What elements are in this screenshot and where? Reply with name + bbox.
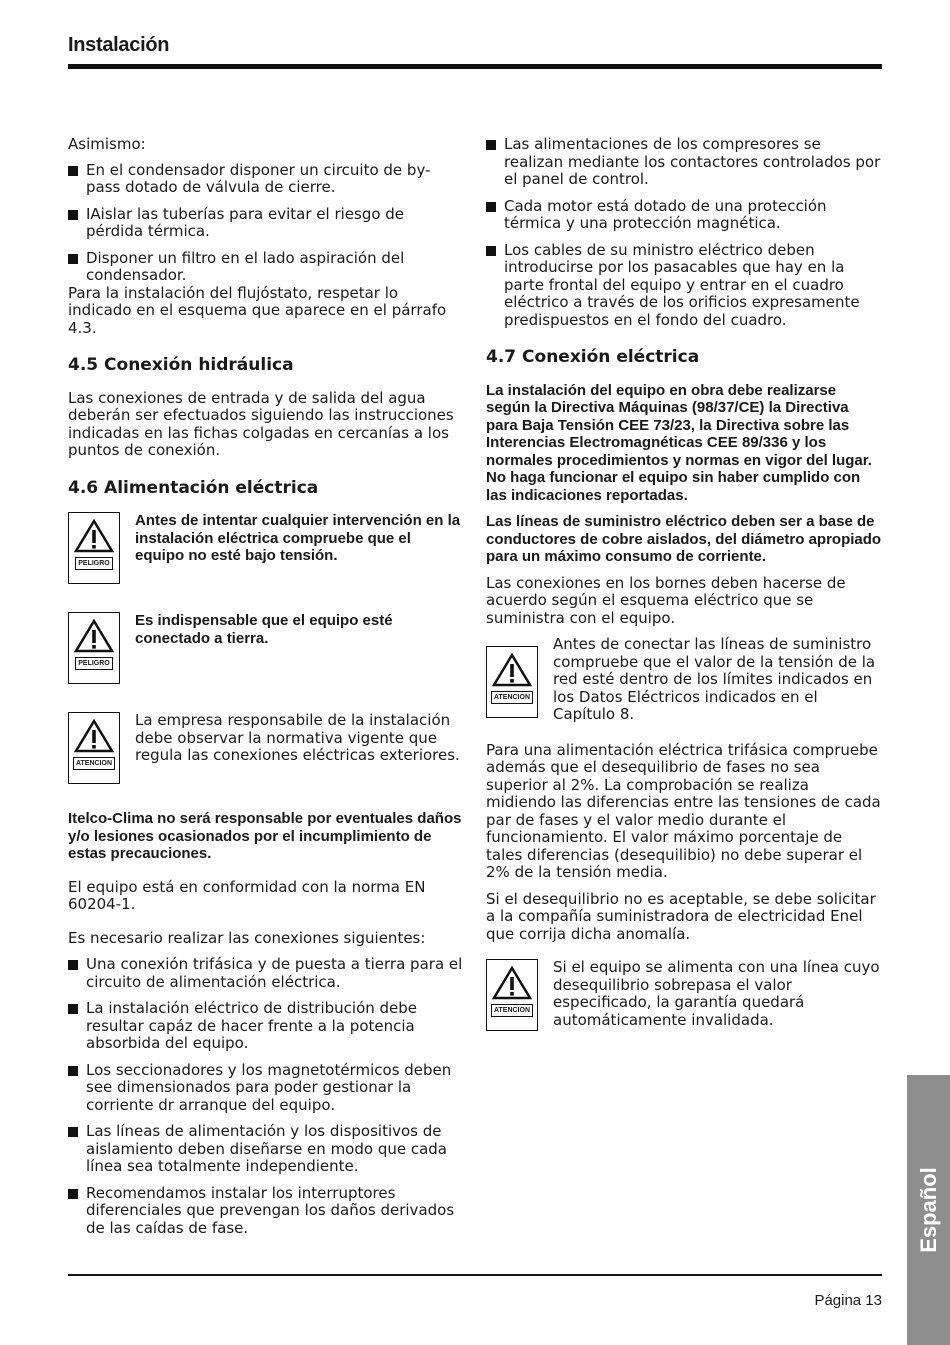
danger-notice [68, 512, 464, 584]
paragraph: Las conexiones en los bornes deben hacerse de acuerdo según el esquema eléctrico que se suministra con el equipo. [486, 573, 846, 627]
paragraph: Para la instalación del flujóstato, respetar lo indicado en el esquema que aparece en el párrafo 4.3. [68, 283, 447, 337]
danger-notice [68, 612, 464, 684]
list-item: Cada motor está dotado de una protección térmica y una protección magnética. [486, 198, 882, 233]
language-label: Español [915, 1167, 941, 1253]
list-item: Los cables de su ministro eléctrico deben introducirse por los pasacables que hay en la parte frontal del equipo y entrar en el cuadro eléctrico a través de los orificios expresamente predispuestos en el fondo del cuadro. [486, 242, 882, 330]
section-heading: 4.6 Alimentación eléctrica [68, 477, 319, 498]
bullet-square-icon [68, 166, 78, 176]
list-item: Disponer un filtro en el lado aspiración del condensador. [68, 250, 464, 285]
warning-triangle-icon [74, 519, 114, 553]
warning-triangle-icon [492, 966, 532, 1000]
footer-rule [68, 1274, 882, 1276]
bullet-square-icon [68, 960, 78, 970]
right-column [486, 136, 882, 1043]
list-item: Una conexión trifásica y de puesta a tierra para el circuito de alimentación eléctrica. [68, 956, 464, 991]
intro-text: Asimismo: [68, 135, 146, 153]
list-item: Las líneas de alimentación y los dispositivos de aislamiento deben diseñarse en modo que cada línea sea totalmente independiente. [68, 1123, 464, 1176]
bullet-square-icon [486, 246, 496, 256]
list-item: En el condensador disponer un circuito de by-pass dotado de válvula de cierre. [68, 162, 464, 197]
page-number: Página 13 [814, 1292, 882, 1309]
language-tab [907, 1075, 950, 1345]
paragraph: El equipo está en conformidad con la norma EN 60204-1. [68, 877, 426, 913]
warning-label: PELIGRO [75, 557, 113, 570]
list-item: Recomendamos instalar los interruptores diferenciales que prevengan los daños derivados de las caídas de fase. [68, 1185, 464, 1238]
bullet-square-icon [68, 1066, 78, 1076]
header-rule [68, 64, 882, 69]
warning-text: Antes de conectar las líneas de suministro compruebe que el valor de la tensión de la red esté dentro de los límites indicados en los Datos Eléctricos indicados en el Capítulo 8. [553, 635, 876, 723]
warning-text: Si el equipo se alimenta con una línea cuyo desequilibrio sobrepasa el valor especificado, la garantía quedará automáticamente invalidada. [553, 958, 880, 1029]
paragraph: Las conexiones de entrada y de salida del agua deberán ser efectuados siguiendo las instrucciones indicadas en las fichas colgadas en cercanías a los puntos de conexión. [68, 388, 454, 459]
paragraph: Si el desequilibrio no es aceptable, se debe solicitar a la compañía suministradora de electricidad Enel que corrija dicha anomalía. [486, 889, 876, 943]
section-heading: 4.7 Conexión eléctrica [486, 347, 700, 367]
warning-text: Es indispensable que el equipo esté conectado a tierra. [135, 612, 393, 647]
bullet-square-icon [486, 140, 496, 150]
paragraph: Es necesario realizar las conexiones siguientes: [68, 928, 426, 947]
warning-sign [68, 512, 120, 584]
warning-triangle-icon [74, 719, 114, 753]
bullet-square-icon [68, 1127, 78, 1137]
bullet-square-icon [486, 202, 496, 212]
bullet-list [68, 956, 464, 1237]
list-item: IAislar las tuberías para evitar el riesgo de pérdida térmica. [68, 206, 464, 241]
warning-sign [486, 646, 538, 718]
warning-text: La empresa responsabile de la instalación debe observar la normativa vigente que regula las conexiones eléctricas exteriores. [135, 711, 460, 764]
bullet-square-icon [68, 210, 78, 220]
bullet-square-icon [68, 1004, 78, 1014]
left-column [68, 136, 464, 1246]
warning-sign [68, 712, 120, 784]
warning-label: ATENCION [73, 757, 115, 770]
liability-note: Itelco-Clima no será responsable por eventuales daños y/o lesiones ocasionados por el incumplimiento de estas precauciones. [68, 810, 462, 862]
paragraph: Para una alimentación eléctrica trifásica compruebe además que el desequilibrio de fases no sea superior al 2%. La comprobación se realiza midiendo las diferencias entre las tensiones de cada par de fases y el valor medio durante el funcionamiento. El valor máximo porcentaje de tales diferencias (desequilibio) no debe superar el 2% de la tensión media. [486, 740, 881, 881]
bullet-square-icon [68, 1189, 78, 1199]
section-heading: 4.5 Conexión hidráulica [68, 355, 294, 375]
warning-triangle-icon [74, 619, 114, 653]
warning-sign [68, 612, 120, 684]
attention-notice [68, 712, 464, 784]
warning-label: ATENCION [491, 691, 533, 704]
warning-sign [486, 959, 538, 1031]
warning-text: Antes de intentar cualquier intervención en la instalación eléctrica compruebe que el equipo no esté bajo tensión. [135, 512, 461, 564]
attention-notice [486, 959, 882, 1031]
list-item: Las alimentaciones de los compresores se realizan mediante los contactores controlados por el panel de control. [486, 136, 882, 189]
directive-note: La instalación del equipo en obra debe realizarse según la Directiva Máquinas (98/37/CE) la Directiva para Baja Tensión CEE 73/23, la Directiva sobre las Interencias Electromagnéticas CEE 89/336 y los normales procedimientos y normas en vigor del lugar. No haga funcionar el equipo sin haber cumplido con las indicaciones reportadas. [486, 381, 872, 504]
attention-notice [486, 636, 882, 724]
warning-triangle-icon [492, 653, 532, 687]
list-item: La instalación eléctrico de distribución debe resultar capáz de hacer frente a la potencia absorbida del equipo. [68, 1000, 464, 1053]
bullet-list [486, 136, 882, 329]
list-item: Los seccionadores y los magnetotérmicos deben see dimensionados para poder gestionar la corriente dr arranque del equipo. [68, 1062, 464, 1115]
warning-label: ATENCION [491, 1004, 533, 1017]
page-title: Instalación [68, 34, 170, 56]
warning-label: PELIGRO [75, 657, 113, 670]
bullet-square-icon [68, 254, 78, 264]
bullet-list [68, 162, 464, 285]
conductors-note: Las líneas de suministro eléctrico deben ser a base de conductores de cobre aislados, del diámetro apropiado para un máximo consumo de corriente. [486, 513, 882, 565]
